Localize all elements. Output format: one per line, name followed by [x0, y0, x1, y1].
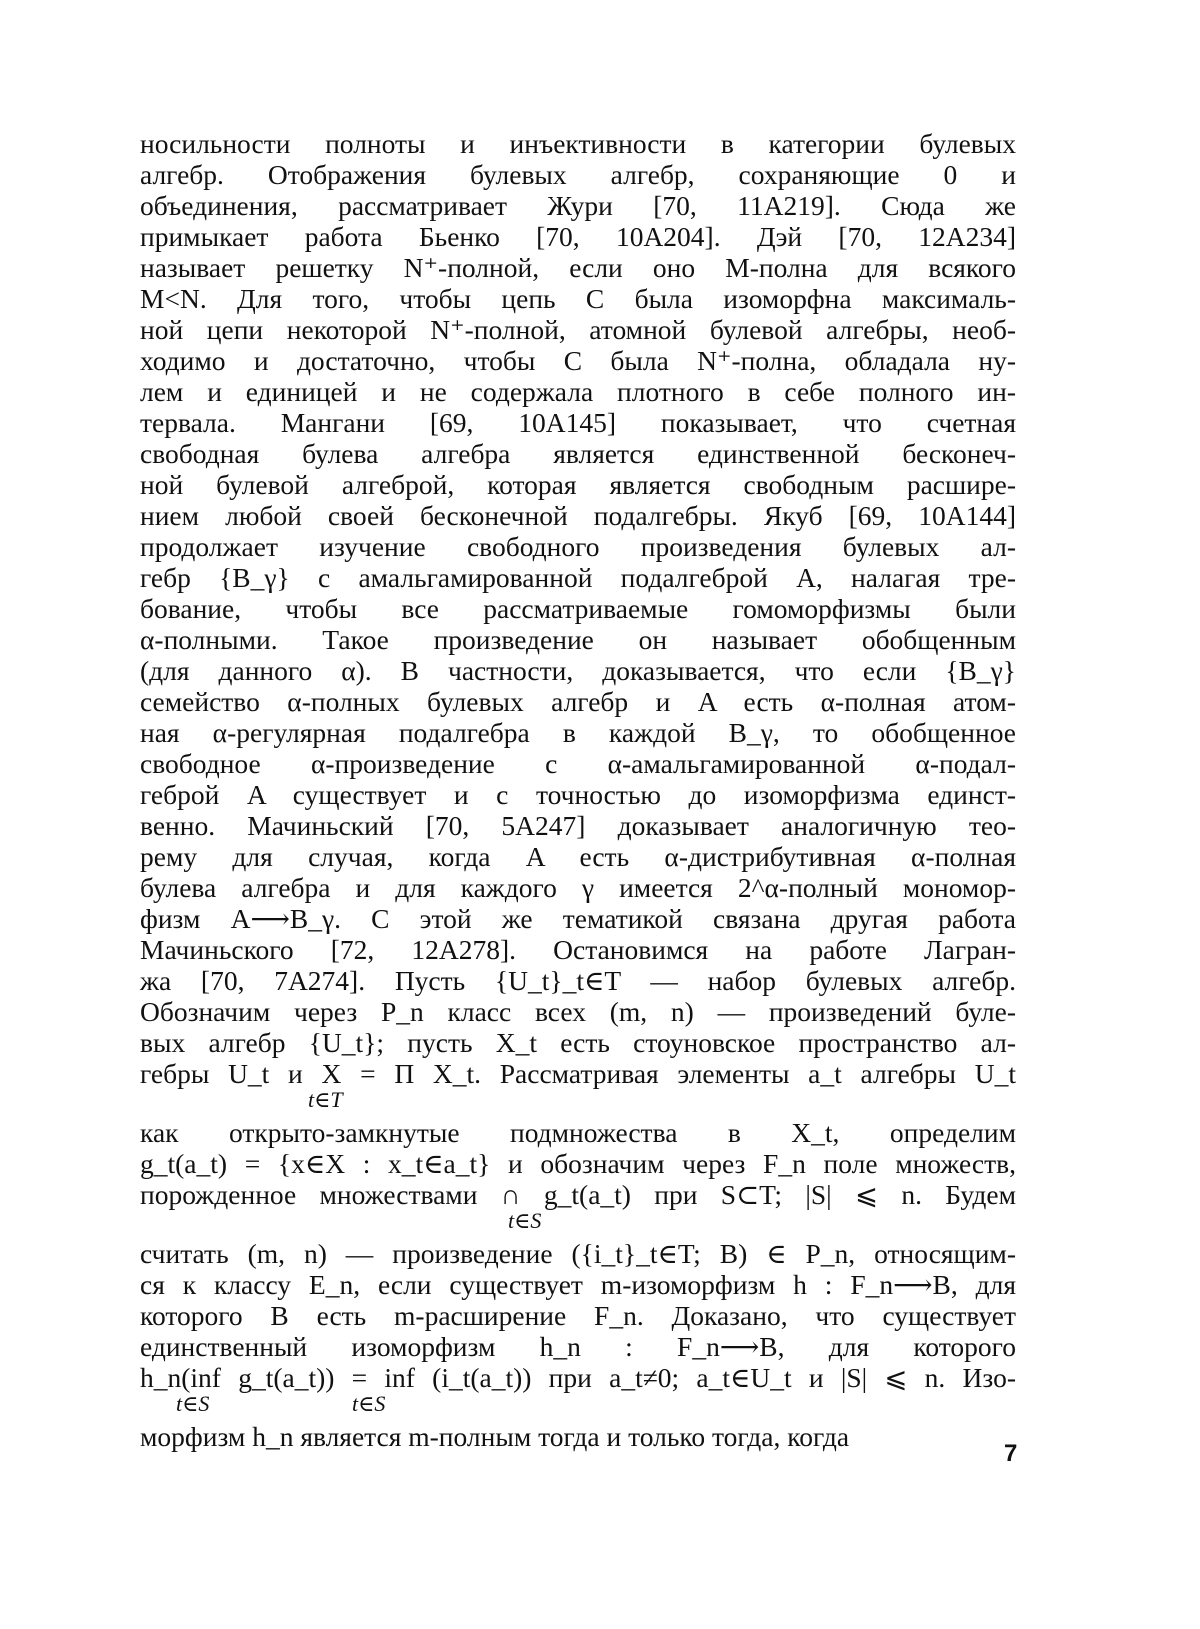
formula-subscript-row	[140, 1393, 1016, 1421]
text-line: ходимо и достаточно, чтобы C была N⁺-полна, обладала ну-	[140, 345, 1016, 376]
inf-index-left: t∈S	[176, 1391, 210, 1416]
formula-subscript-row	[140, 1210, 1016, 1238]
text-line: геброй A существует и с точностью до изоморфизма единст-	[140, 779, 1016, 810]
text-line: свободная булева алгебра является единственной бесконеч-	[140, 438, 1016, 469]
text-line: рему для случая, когда A есть α-дистрибутивная α-полная	[140, 841, 1016, 872]
product-index: t∈T	[308, 1087, 343, 1112]
text-line: носильности полноты и инъективности в категории булевых	[140, 128, 1016, 159]
text-line: объединения, рассматривает Жури [70, 11А219]. Сюда же	[140, 190, 1016, 221]
page-number: 7	[1004, 1440, 1018, 1467]
text-line: нием любой своей бесконечной подалгебры. Якуб [69, 10А144]	[140, 500, 1016, 531]
text-line: ная α-регулярная подалгебра в каждой B_γ, то обобщенное	[140, 717, 1016, 748]
text-line: вых алгебр {U_t}; пусть X_t есть стоуновское пространство ал-	[140, 1027, 1016, 1058]
text-line: лем и единицей и не содержала плотного в себе полного ин-	[140, 376, 1016, 407]
text-line: называет решетку N⁺-полной, если оно M-полна для всякого	[140, 252, 1016, 283]
text-line: венно. Мачиньский [70, 5А247] доказывает аналогичную тео-	[140, 810, 1016, 841]
text-line: Обозначим через P_n класс всех (m, n) — произведений буле-	[140, 996, 1016, 1027]
formula-subscript-row	[140, 1089, 1016, 1117]
text-line: продолжает изучение свободного произведения булевых ал-	[140, 531, 1016, 562]
text-line: ся к классу E_n, если существует m-изоморфизм h : F_n⟶B, для	[140, 1269, 1016, 1300]
text-line: бование, чтобы все рассматриваемые гомоморфизмы были	[140, 593, 1016, 624]
text-line: порожденное множествами ∩ g_t(a_t) при S⊂T; |S| ⩽ n. Будем	[140, 1179, 1016, 1210]
text-line: ной булевой алгеброй, которая является свободным расшире-	[140, 469, 1016, 500]
text-line: булева алгебра и для каждого γ имеется 2^α-полный мономор-	[140, 872, 1016, 903]
intersection-index: t∈S	[508, 1208, 542, 1233]
text-line: которого B есть m-расширение F_n. Доказано, что существует	[140, 1300, 1016, 1331]
text-line: семейство α-полных булевых алгебр и A есть α-полная атом-	[140, 686, 1016, 717]
text-line: гебр {B_γ} с амальгамированной подалгеброй A, налагая тре-	[140, 562, 1016, 593]
text-line: алгебр. Отображения булевых алгебр, сохраняющие 0 и	[140, 159, 1016, 190]
text-line: единственный изоморфизм h_n : F_n⟶B, для которого	[140, 1331, 1016, 1362]
text-line: тервала. Мангани [69, 10А145] показывает, что счетная	[140, 407, 1016, 438]
text-line: жа [70, 7А274]. Пусть {U_t}_t∈T — набор булевых алгебр.	[140, 965, 1016, 996]
text-line: считать (m, n) — произведение ({i_t}_t∈T; B) ∈ P_n, относящим-	[140, 1238, 1016, 1269]
text-line: свободное α-произведение с α-амальгамированной α-подал-	[140, 748, 1016, 779]
text-line: h_n(inf g_t(a_t)) = inf (i_t(a_t)) при a_t≠0; a_t∈U_t и |S| ⩽ n. Изо-	[140, 1362, 1016, 1393]
text-line: примыкает работа Бьенко [70, 10А204]. Дэй [70, 12А234]	[140, 221, 1016, 252]
text-line: Мачиньского [72, 12А278]. Остановимся на работе Лагран-	[140, 934, 1016, 965]
text-line: (для данного α). В частности, доказывается, что если {B_γ}	[140, 655, 1016, 686]
text-line: морфизм h_n является m-полным тогда и только тогда, когда	[140, 1421, 850, 1452]
text-line: физм A⟶B_γ. С этой же тематикой связана другая работа	[140, 903, 1016, 934]
body-text	[140, 128, 1016, 1452]
inf-index-right: t∈S	[352, 1391, 386, 1416]
text-line: g_t(a_t) = {x∈X : x_t∈a_t} и обозначим через F_n поле множеств,	[140, 1148, 1016, 1179]
text-line: α-полными. Такое произведение он называет обобщенным	[140, 624, 1016, 655]
text-line: как открыто-замкнутые подмножества в X_t, определим	[140, 1117, 1016, 1148]
text-line: ной цепи некоторой N⁺-полной, атомной булевой алгебры, необ-	[140, 314, 1016, 345]
text-line: M<N. Для того, чтобы цепь C была изоморфна максималь-	[140, 283, 1016, 314]
text-line: гебры U_t и X = Π X_t. Рассматривая элементы a_t алгебры U_t	[140, 1058, 1016, 1089]
